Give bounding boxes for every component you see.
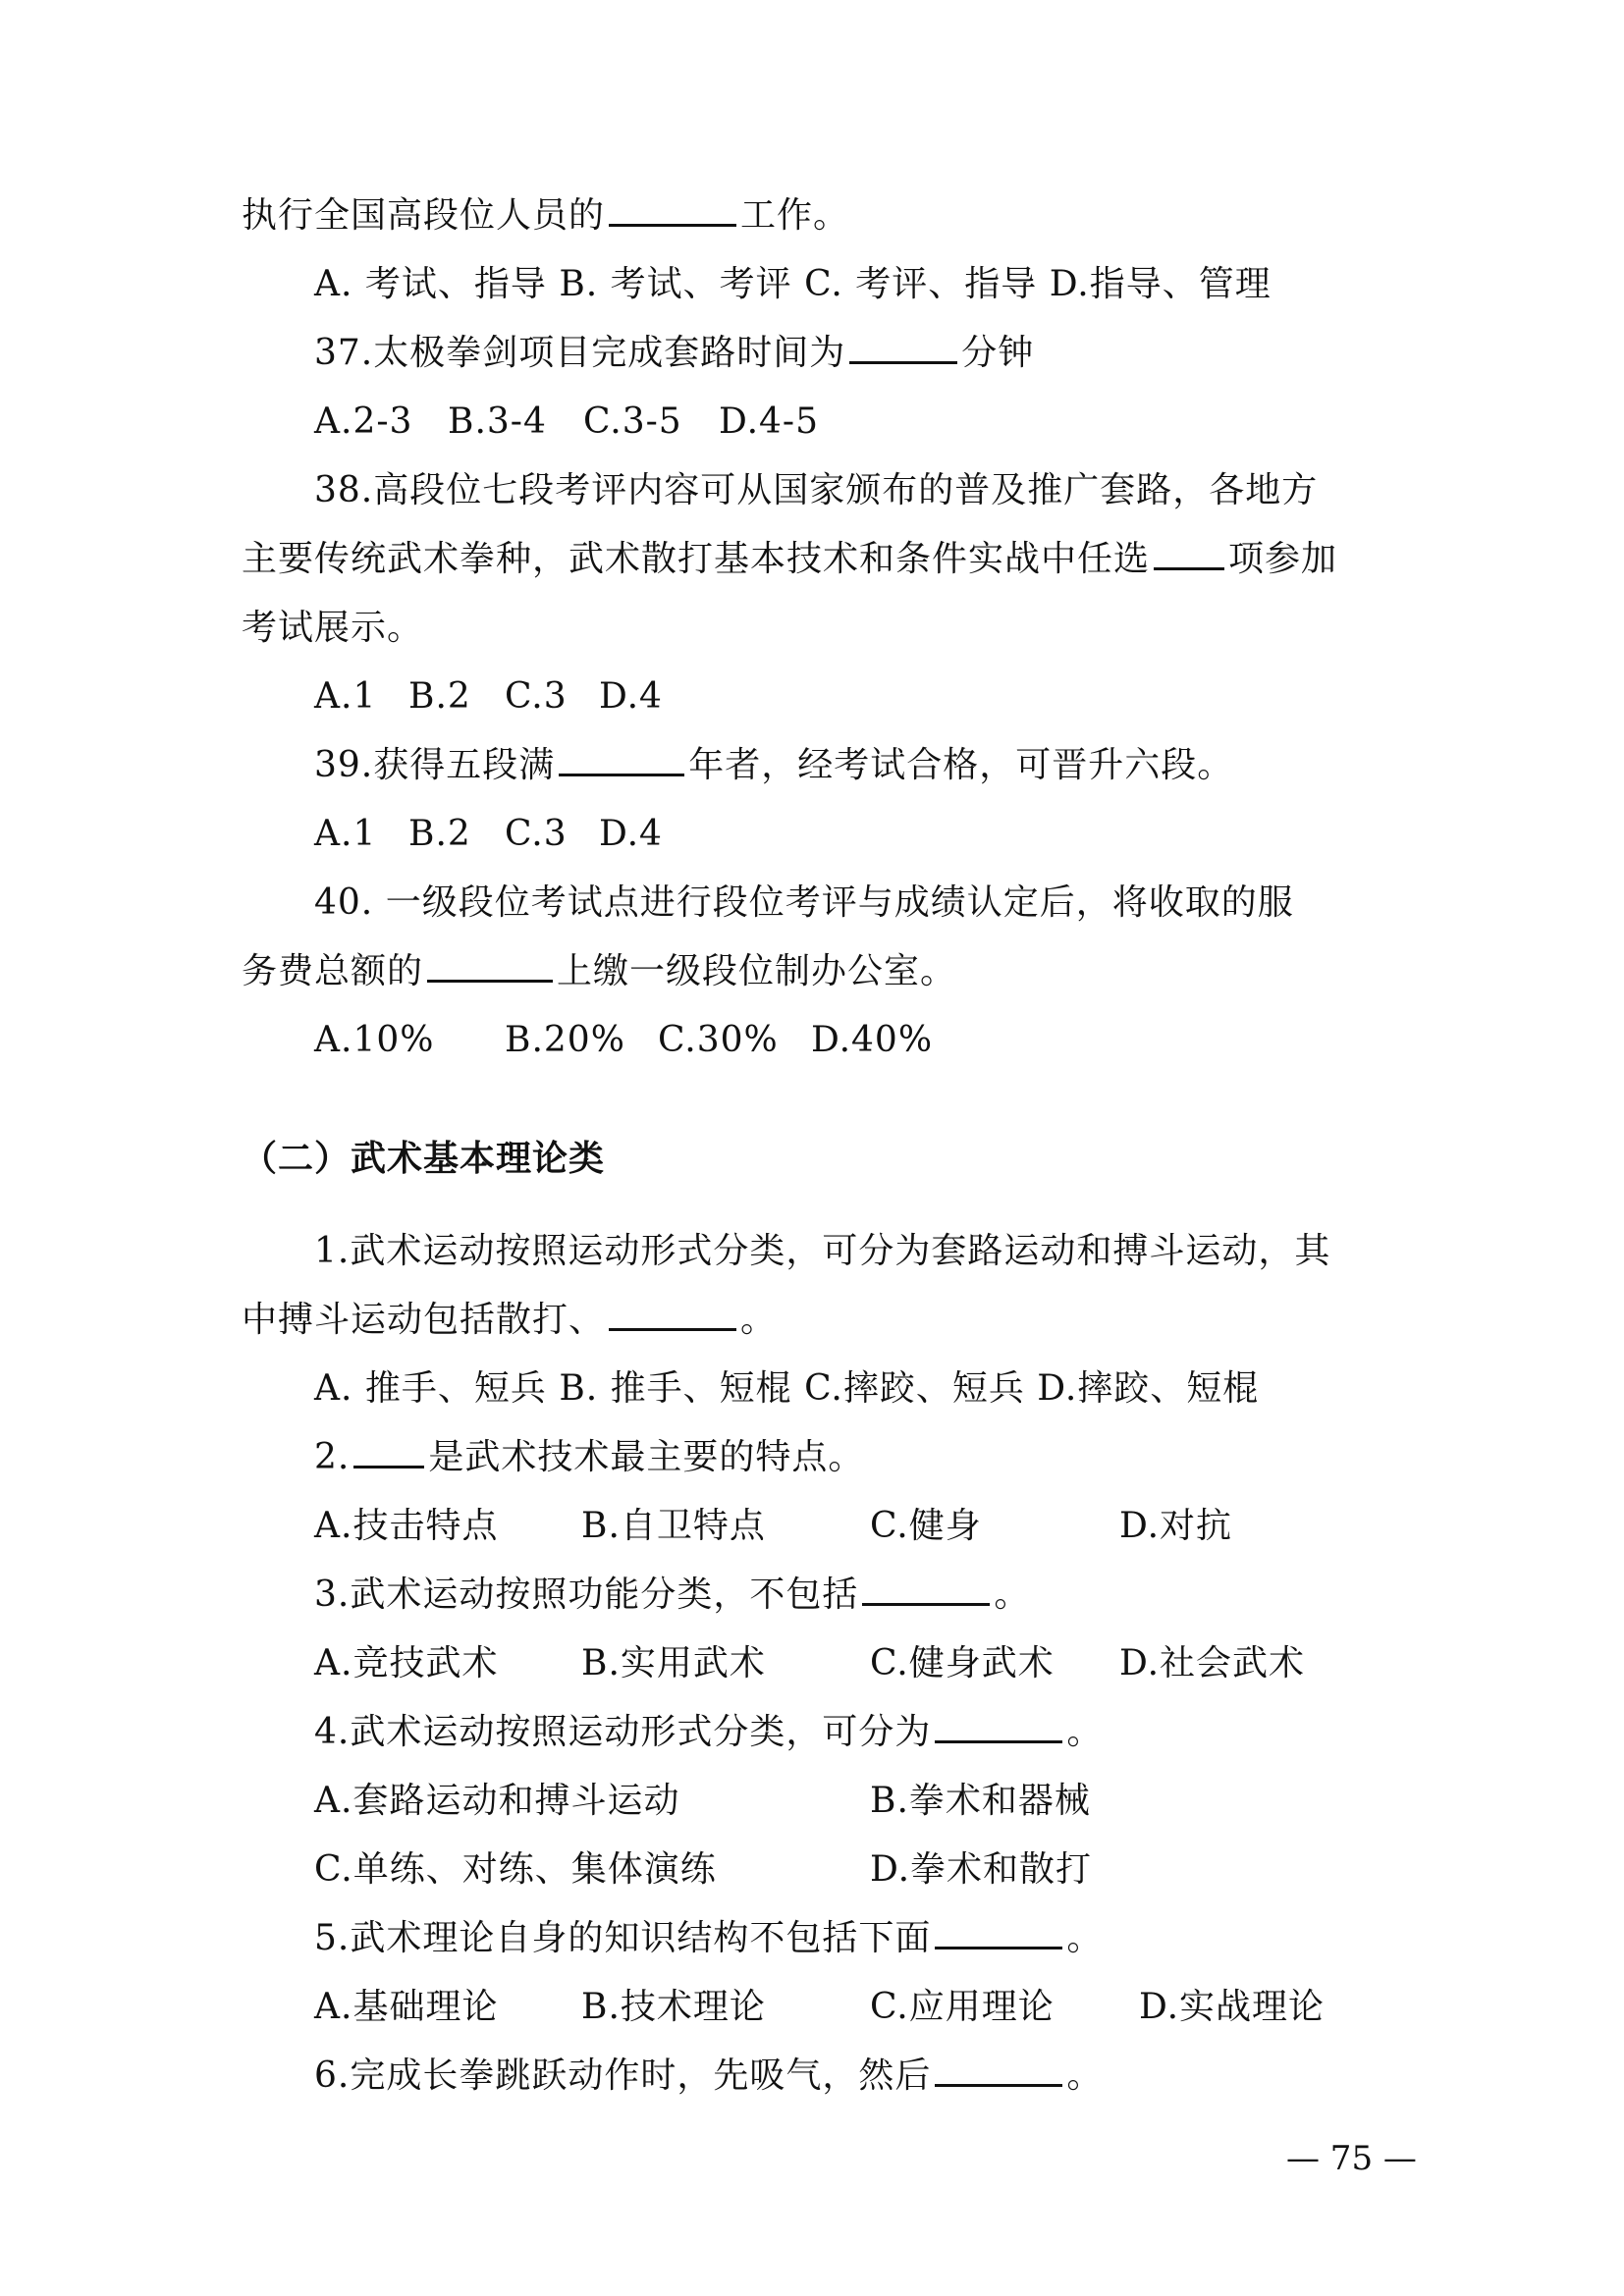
q40-options [314,1017,933,1064]
q40-option-a: A.10% [314,1020,435,1060]
s2-q3-answer-blank [862,1574,990,1606]
q39-text-before: 39.获得五段满 [314,745,556,785]
q40-option-b: B.20% [505,1020,625,1060]
q39-answer-blank [559,744,684,776]
s2-q1-line2 [242,1297,777,1344]
q38-line2 [242,536,1337,583]
s2-q6-answer-blank [935,2055,1062,2087]
q39-option-c: C.3 [505,814,568,854]
s2-q5-option-d: D.实战理论 [1139,1987,1326,2027]
s2-q5-option-c: C.应用理论 [870,1987,1055,2027]
q36-text-after: 工作。 [740,195,850,236]
q37-option-b: B.3-4 [448,401,547,442]
s2-q4-options-row2 [314,1846,1092,1894]
q39-text-after: 年者，经考试合格，可晋升六段。 [688,745,1234,785]
s2-q5-option-b: B.技术理论 [581,1987,766,2027]
s2-q3-question [314,1572,1030,1619]
q38-text-after: 项参加 [1228,539,1338,579]
s2-q4-answer-blank [935,1711,1062,1743]
q39-question [314,742,1233,789]
s2-q1-options: A. 推手、短兵 B. 推手、短棍 C.摔跤、短兵 D.摔跤、短棍 [314,1368,1260,1409]
q38-option-b: B.2 [408,676,471,717]
page-number: — 75 — [1286,2139,1417,2178]
q37-option-c: C.3-5 [583,401,682,442]
section-heading: （二）武术基本理论类 [242,1139,606,1179]
s2-q5-text-after: 。 [1066,1918,1104,1958]
s2-q6-text-after: 。 [1066,2056,1104,2096]
q38-answer-blank [1154,538,1224,570]
s2-q6-text-before: 6.完成长拳跳跃动作时，先吸气，然后 [314,2056,932,2096]
s2-q3-text-before: 3.武术运动按照功能分类，不包括 [314,1575,859,1615]
q39-option-d: D.4 [599,814,663,854]
s2-q4-question [314,1709,1103,1756]
q36-continuation [242,192,849,240]
s2-q4-text-before: 4.武术运动按照运动形式分类，可分为 [314,1712,932,1752]
s2-q3-option-c: C.健身武术 [870,1643,1055,1683]
q37-options [314,399,819,446]
q37-text-before: 37.太极拳剑项目完成套路时间为 [314,333,846,373]
s2-q2-option-d: D.对抗 [1119,1506,1233,1546]
q40-text-before: 务费总额的 [242,951,424,991]
s2-q4-options-row1 [314,1778,1091,1825]
q38-text-before: 主要传统武术拳种，武术散打基本技术和条件实战中任选 [242,539,1151,579]
s2-q4-option-b: B.拳术和器械 [870,1781,1091,1821]
q36-text-before: 执行全国高段位人员的 [242,195,606,236]
s2-q3-option-a: A.竞技武术 [314,1643,499,1683]
q38-line3: 考试展示。 [242,608,424,648]
s2-q4-option-a: A.套路运动和搏斗运动 [314,1781,680,1821]
q37-option-a: A.2-3 [314,401,413,442]
q37-answer-blank [849,332,957,364]
s2-q4-option-c: C.单练、对练、集体演练 [314,1849,717,1890]
s2-q2-answer-blank [353,1436,424,1468]
s2-q3-option-d: D.社会武术 [1119,1643,1306,1683]
s2-q3-options [314,1640,1305,1687]
q40-option-d: D.40% [811,1020,934,1060]
s2-q2-text-after: 是武术技术最主要的特点。 [428,1437,865,1477]
q38-option-c: C.3 [505,676,568,717]
q40-answer-blank [427,950,553,983]
q37-question [314,330,1034,377]
q38-option-d: D.4 [599,676,663,717]
q37-text-after: 分钟 [961,333,1035,373]
s2-q2-option-a: A.技击特点 [314,1506,499,1546]
q39-option-b: B.2 [408,814,471,854]
s2-q3-option-b: B.实用武术 [581,1643,766,1683]
q40-text-after: 上缴一级段位制办公室。 [557,951,957,991]
s2-q6-question [314,2053,1103,2100]
s2-q1-answer-blank [609,1299,736,1331]
q37-option-d: D.4-5 [719,401,819,442]
s2-q4-text-after: 。 [1066,1712,1104,1752]
s2-q5-text-before: 5.武术理论自身的知识结构不包括下面 [314,1918,932,1958]
q40-line1: 40. 一级段位考试点进行段位考评与成绩认定后，将收取的服 [314,882,1294,923]
s2-q2-text-before: 2. [314,1437,351,1477]
q38-options [314,673,663,721]
s2-q2-question [314,1434,864,1481]
s2-q2-option-c: C.健身 [870,1506,982,1546]
q36-answer-blank [609,194,736,227]
q36-options: A. 考试、指导 B. 考试、考评 C. 考评、指导 D.指导、管理 [314,264,1272,304]
s2-q1-text-after: 。 [740,1300,778,1340]
q39-option-a: A.1 [314,814,377,854]
s2-q5-option-a: A.基础理论 [314,1987,499,2027]
s2-q3-text-after: 。 [994,1575,1031,1615]
s2-q2-option-b: B.自卫特点 [581,1506,766,1546]
q40-line2 [242,948,956,995]
q40-option-c: C.30% [658,1020,779,1060]
s2-q2-options [314,1503,1232,1550]
s2-q5-answer-blank [935,1917,1062,1949]
q38-option-a: A.1 [314,676,377,717]
s2-q1-text-before: 中搏斗运动包括散打、 [242,1300,606,1340]
q38-line1: 38.高段位七段考评内容可从国家颁布的普及推广套路，各地方 [314,470,1319,510]
s2-q5-options [314,1984,1325,2031]
s2-q4-option-d: D.拳术和散打 [870,1849,1093,1890]
s2-q1-line1: 1.武术运动按照运动形式分类，可分为套路运动和搏斗运动，其 [314,1231,1331,1271]
q39-options [314,811,663,858]
s2-q5-question [314,1915,1103,1962]
